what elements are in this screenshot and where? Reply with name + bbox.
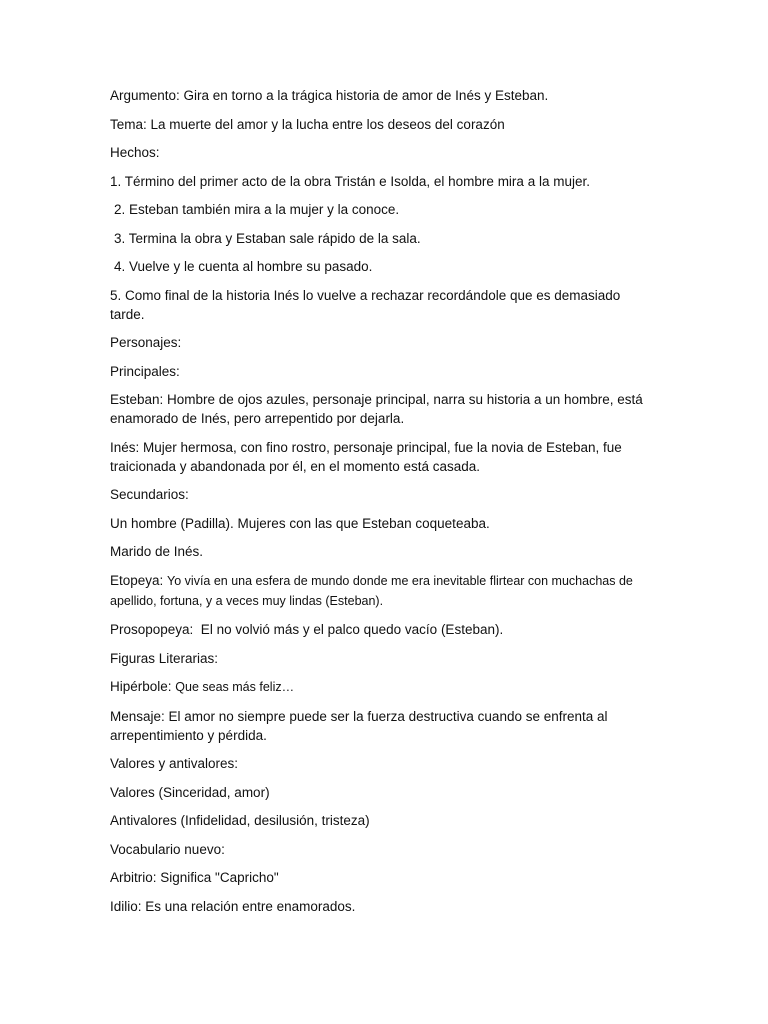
etopeya-text: Yo vivía en una esfera de mundo donde me era inevitable flirtear con muchachas de apellido, fortuna, y a veces muy lindas (Esteban). [110,573,637,608]
secundario-item-2: Marido de Inés. [110,544,204,559]
document-page [110,86,650,925]
valores-line: Valores (Sinceridad, amor) [110,784,270,800]
mensaje-line: Mensaje: El amor no siempre puede ser la fuerza destructiva cuando se enfrenta al arrepentimiento y pérdida. [110,708,612,743]
hechos-heading: Hechos: [110,145,160,160]
valores-heading: Valores y antivalores: [110,756,239,771]
hiperbole-line [110,677,650,697]
hecho-item-5: 5. Como final de la historia Inés lo vuelve a rechazar recordándole que es demasiado tarde. [110,287,625,322]
arbitrio-line: Arbitrio: Significa "Capricho" [110,870,279,885]
hiperbole-text: Que seas más feliz… [175,680,295,694]
esteban-description: Esteban: Hombre de ojos azules, personaje principal, narra su historia a un hombre, está enamorado de Inés, pero arrepentido por dejarla. [110,392,647,426]
personajes-heading: Personajes: [110,335,182,350]
secundario-item-1: Un hombre (Padilla). Mujeres con las que Esteban coqueteaba. [110,515,490,531]
ines-description: Inés: Mujer hermosa, con fino rostro, personaje principal, fue la novia de Esteban, fue traicionada y abandonada por él, en el momento está casada. [110,439,626,474]
secundarios-heading: Secundarios: [110,487,189,502]
figuras-heading: Figuras Literarias: [110,650,219,666]
hecho-item-4: 4. Vuelve y le cuenta al hombre su pasado. [114,259,373,274]
antivalores-line: Antivalores (Infidelidad, desilusión, tristeza) [110,813,370,828]
argumento-line: Argumento: Gira en torno a la trágica historia de amor de Inés y Esteban. [110,88,549,103]
hecho-item-3: 3. Termina la obra y Estaban sale rápido de la sala. [114,230,421,246]
principales-heading: Principales: [110,363,180,379]
etopeya-label: Etopeya: [110,572,168,588]
hecho-item-2: 2. Esteban también mira a la mujer y la conoce. [114,202,400,217]
hiperbole-label: Hipérbole: [110,679,176,694]
tema-line: Tema: La muerte del amor y la lucha entre los deseos del corazón [110,116,505,132]
etopeya-line [110,571,650,611]
vocabulario-heading: Vocabulario nuevo: [110,841,225,857]
idilio-line: Idilio: Es una relación entre enamorados. [110,898,356,914]
prosopopeya-line: Prosopopeya: El no volvió más y el palco quedo vacío (Esteban). [110,622,504,637]
hecho-item-1: 1. Término del primer acto de la obra Tristán e Isolda, el hombre mira a la mujer. [110,173,590,189]
